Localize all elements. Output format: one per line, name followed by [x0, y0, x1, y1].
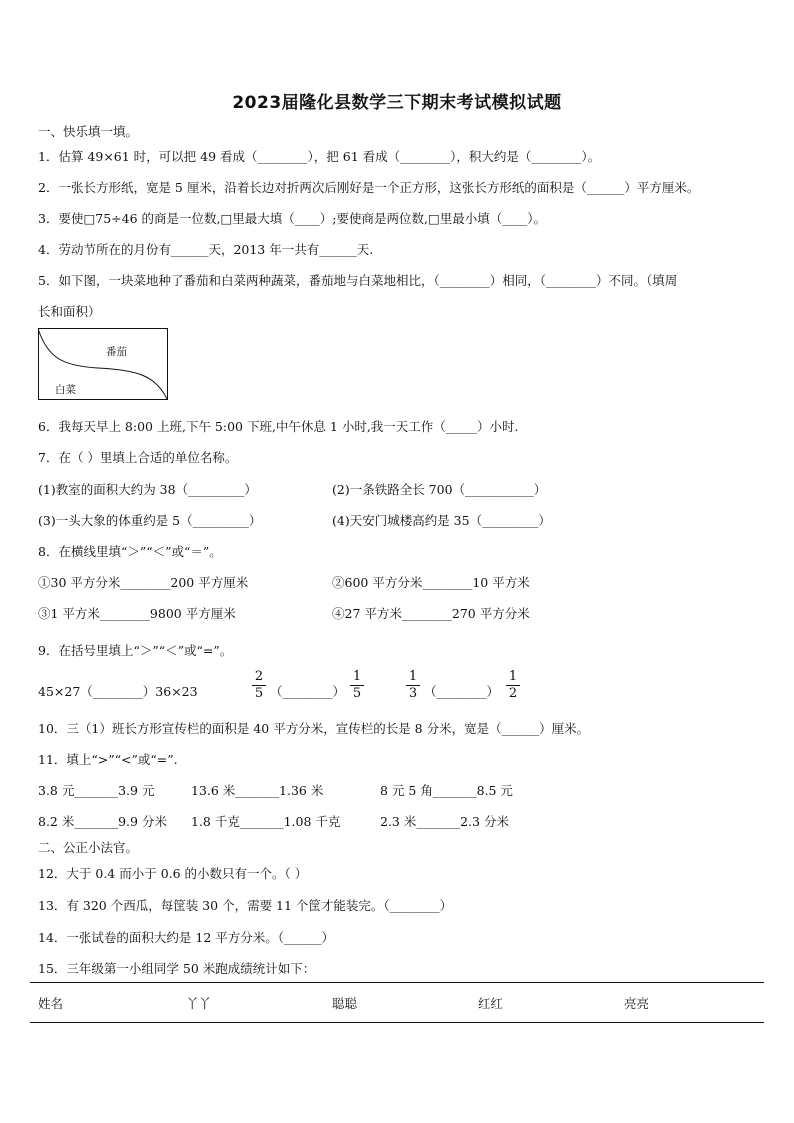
question-9-blank-3: （________）: [424, 684, 500, 699]
question-11-item-2: 13.6 米_______1.36 米: [191, 783, 324, 798]
question-7-item-4: (4)天安门城楼高约是 35（_________）: [332, 513, 551, 528]
question-10: 10．三（1）班长方形宣传栏的面积是 40 平方分米，宣传栏的长是 8 分米，宽是（______）厘米。: [38, 721, 590, 736]
question-15: 15．三年级第一小组同学 50 米跑成绩统计如下：: [38, 961, 316, 976]
fraction-one-third: $\frac{1}{3}$: [406, 669, 420, 702]
question-2: 2．一张长方形纸，宽是 5 厘米，沿着长边对折两次后刚好是一个正方形，这张长方形纸的面积是（______）平方厘米。: [38, 180, 700, 195]
question-11-item-4: 8.2 米_______9.9 分米: [38, 814, 167, 829]
question-8-item-3: ③1 平方米________9800 平方厘米: [38, 606, 236, 621]
fraction-one-fifth: $\frac{1}{5}$: [350, 669, 364, 702]
question-11-item-6: 2.3 米_______2.3 分米: [380, 814, 509, 829]
table-row-border: [30, 1022, 764, 1023]
question-12: 12．大于 0.4 而小于 0.6 的小数只有一个。（ ）: [38, 866, 308, 881]
question-7-item-2: (2)一条铁路全长 700（___________）: [332, 482, 547, 497]
question-13: 13．有 320 个西瓜，每筐装 30 个，需要 11 个筐才能装完。（________）: [38, 898, 453, 913]
question-1: 1．估算 49×61 时，可以把 49 看成（________），把 61 看成（________），积大约是（________）。: [38, 149, 601, 164]
question-8-item-4: ④27 平方米________270 平方分米: [332, 606, 530, 621]
table-header-yaya: 丫丫: [186, 996, 212, 1011]
question-8-item-1: ①30 平方分米________200 平方厘米: [38, 575, 249, 590]
fraction-two-fifths: $\frac{2}{5}$: [252, 669, 266, 702]
section-1-heading: 一、快乐填一填。: [38, 124, 139, 139]
table-header-liangliang: 亮亮: [624, 996, 650, 1011]
question-7-item-3: (3)一头大象的体重约是 5（_________）: [38, 513, 262, 528]
tomato-label: 番茄: [106, 346, 127, 358]
question-11-item-1: 3.8 元_______3.9 元: [38, 783, 155, 798]
table-top-border: [30, 982, 764, 983]
question-6: 6．我每天早上 8:00 上班,下午 5:00 下班,中午休息 1 小时,我一天工作（_____）小时.: [38, 419, 519, 434]
question-5-continued: 长和面积）: [38, 304, 101, 319]
vegetable-plot-figure: [38, 328, 168, 400]
question-3: 3．要使□75÷46 的商是一位数,□里最大填（____）;要使商是两位数,□里最小填（____）。: [38, 211, 547, 226]
question-9: 9．在括号里填上“＞”“＜”或“=”。: [38, 643, 233, 658]
page-title: 2023届隆化县数学三下期末考试模拟试题: [232, 93, 562, 113]
table-header-honghong: 红红: [478, 996, 504, 1011]
question-11: 11．填上“>”“<”或“=”.: [38, 752, 178, 767]
cabbage-label: 白菜: [55, 384, 76, 396]
section-2-heading: 二、公正小法官。: [38, 840, 139, 855]
question-14: 14．一张试卷的面积大约是 12 平方分米。（______）: [38, 930, 335, 945]
question-7: 7．在（ ）里填上合适的单位名称。: [38, 450, 238, 465]
question-8-item-2: ②600 平方分米________10 平方米: [332, 575, 530, 590]
question-11-item-5: 1.8 千克_______1.08 千克: [191, 814, 341, 829]
question-8: 8．在横线里填“＞”“＜”或“＝”。: [38, 544, 222, 559]
question-11-item-3: 8 元 5 角_______8.5 元: [380, 783, 513, 798]
question-9-item-1: 45×27（________）36×23: [38, 684, 198, 699]
fraction-one-half: $\frac{1}{2}$: [506, 669, 520, 702]
question-4: 4．劳动节所在的月份有______天，2013 年一共有______天.: [38, 242, 374, 257]
question-7-item-1: (1)教室的面积大约为 38（_________）: [38, 482, 257, 497]
question-9-blank-2: （________）: [270, 684, 346, 699]
table-header-name: 姓名: [38, 996, 64, 1011]
question-5: 5．如下图，一块菜地种了番茄和白菜两种蔬菜，番茄地与白菜地相比，（________）相同，（________）不同。（填周: [38, 273, 678, 288]
table-header-congcong: 聪聪: [332, 996, 358, 1011]
